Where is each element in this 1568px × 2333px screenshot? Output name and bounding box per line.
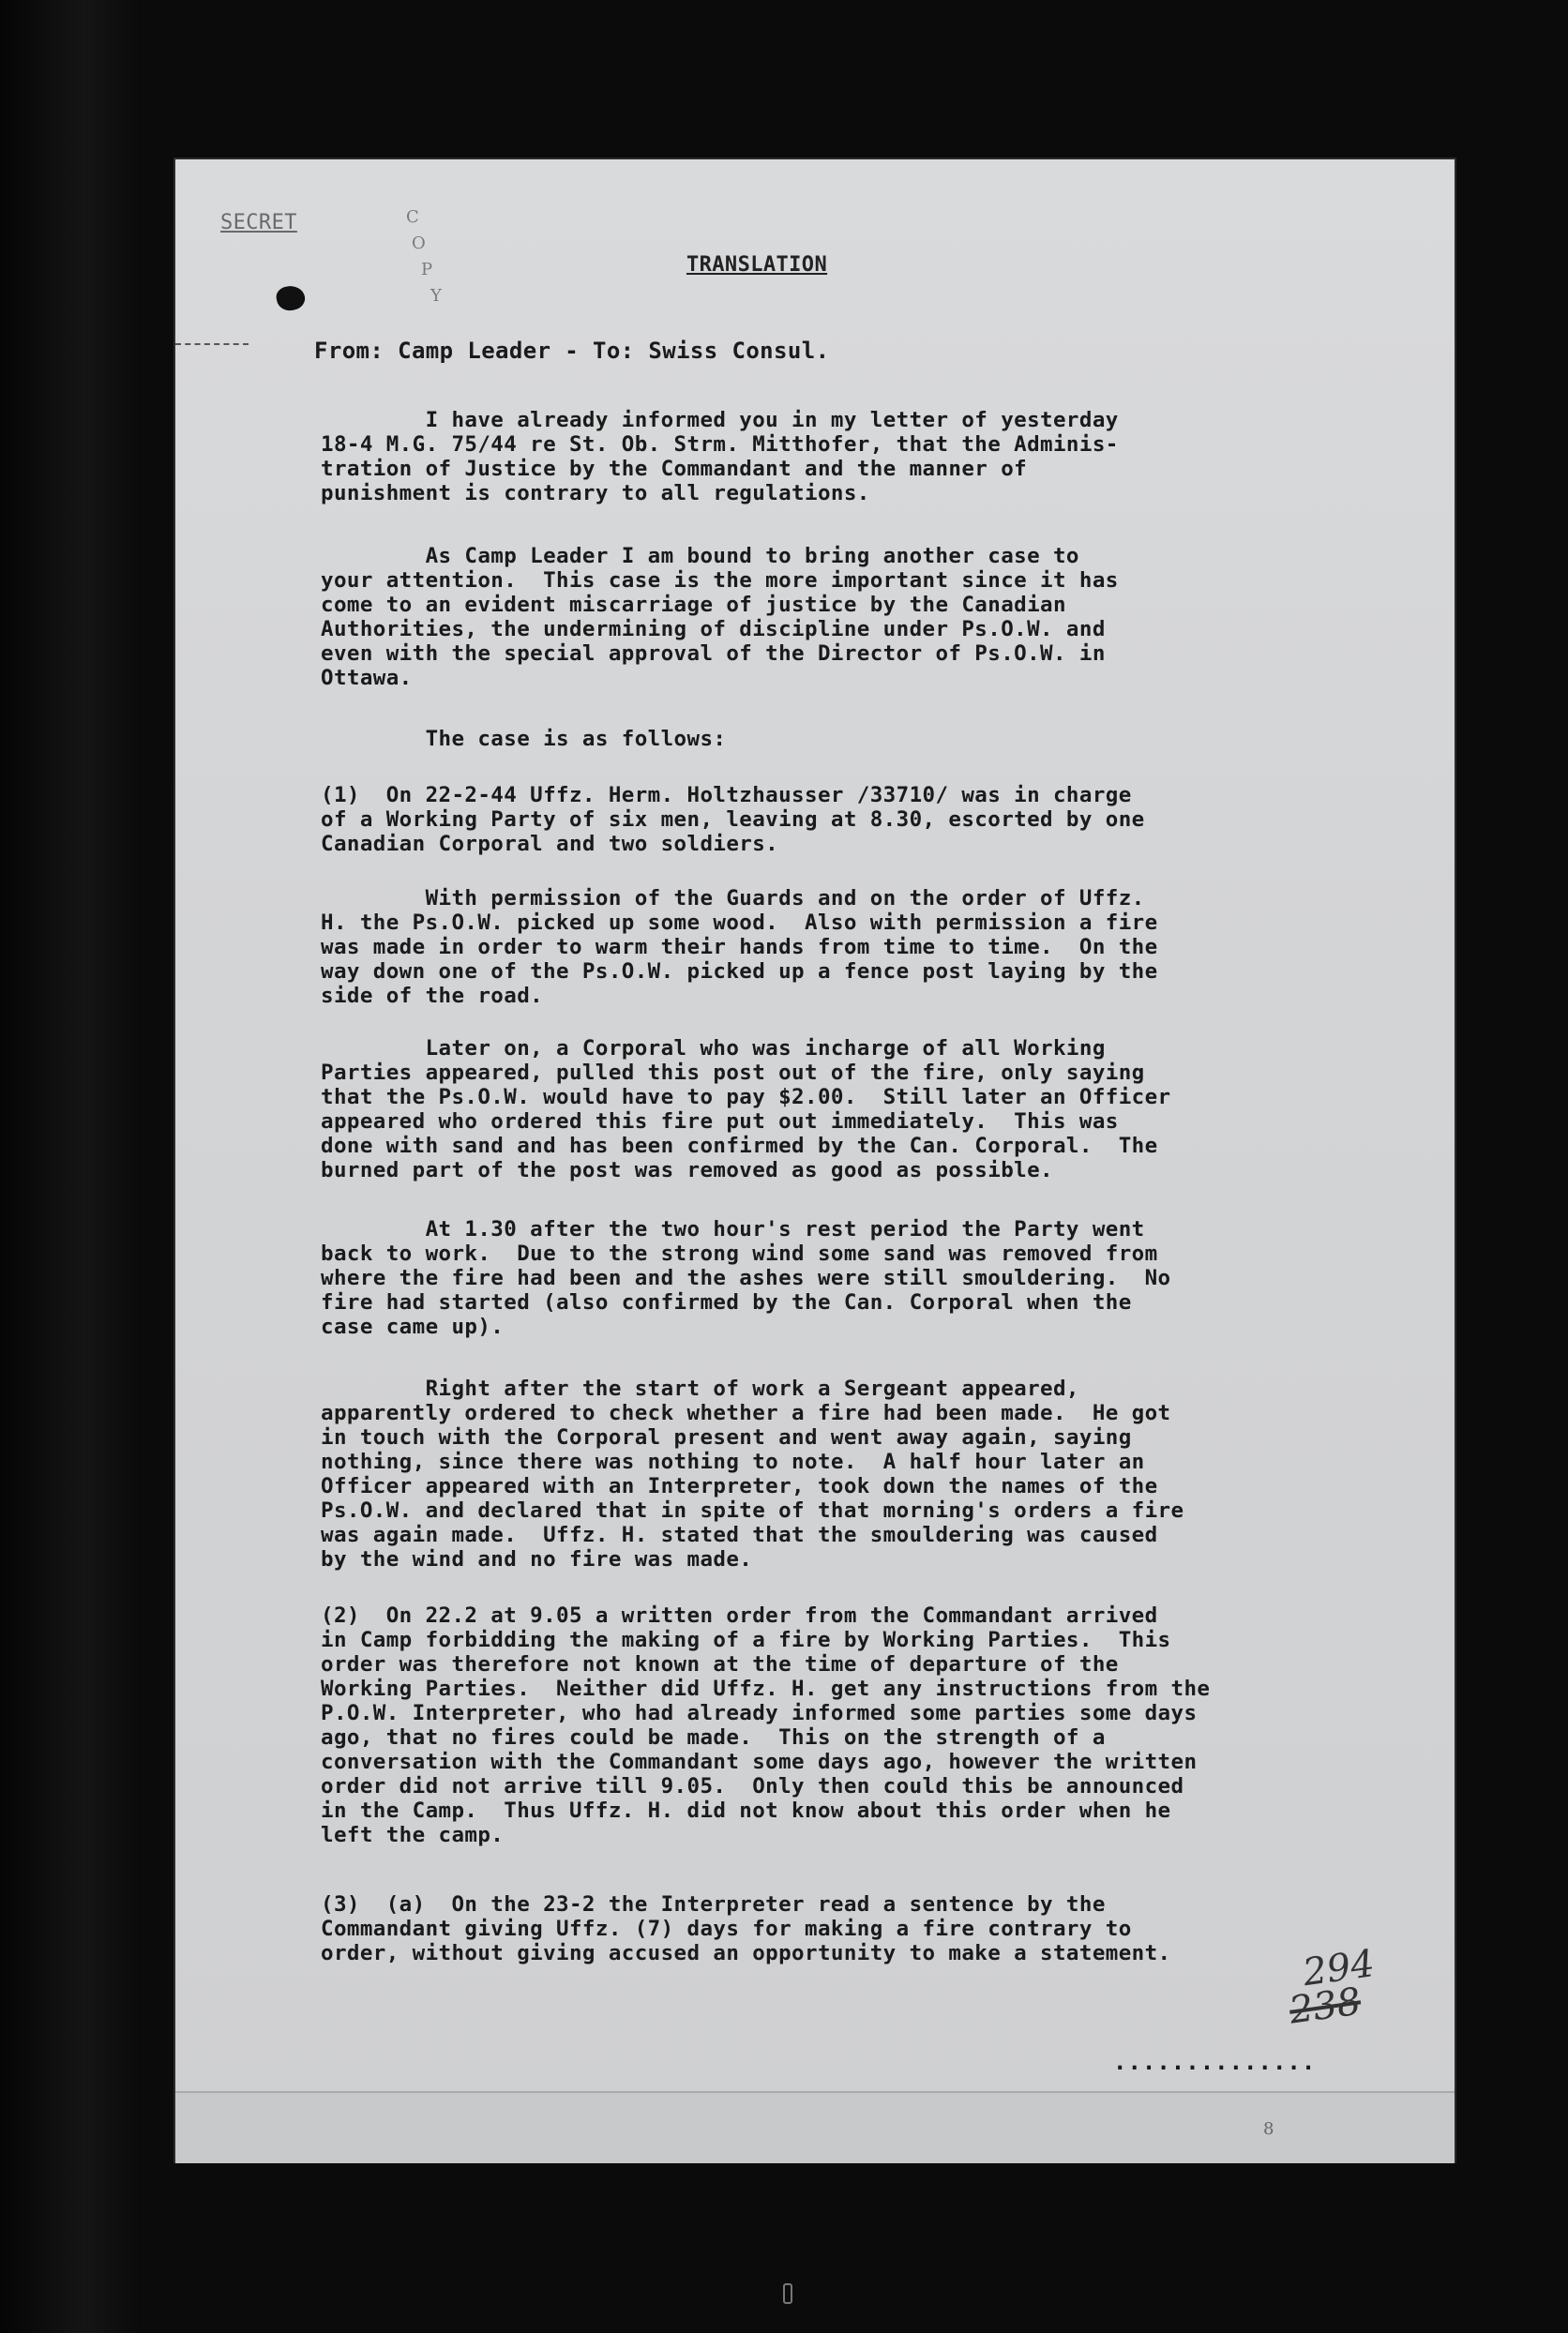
document-title: TRANSLATION — [686, 253, 828, 277]
paragraph: With permission of the Guards and on the order of Uffz. H. the Ps.O.W. picked up some wood. Also with permission a fire was made in order to warm their hands from time to time. On the way down one of the Ps.O.W. picked up a fence post laying by the side of the road. — [321, 886, 1158, 1008]
document-page — [175, 159, 1455, 2161]
copy-stamp-letter: Y — [430, 286, 442, 306]
from-line: From: Camp Leader - To: Swiss Consul. — [314, 338, 830, 364]
paragraph: (2) On 22.2 at 9.05 a written order from the Commandant arrived in Camp forbidding the making of a fire by Working Parties. This order was therefore not known at the time of departure of the Working Parties. Neither did Uffz. H. get any instructions from the P.O.W. Interpreter, who had already informed some parties some days ago, that no fires could be made. This on the strength of a conversation with the Commandant some days ago, however the written order did not arrive till 9.05. Only then could this be announced in the Camp. Thus Uffz. H. did not know about this order when he left the camp. — [321, 1603, 1211, 1847]
page-number-struck: 238 — [1287, 1979, 1364, 2033]
handwritten-page-number — [1287, 1942, 1381, 2033]
copy-stamp-letter: C — [406, 207, 419, 227]
continuation-dots: .............. — [1113, 2049, 1317, 2075]
film-border — [0, 0, 141, 2333]
classification-label: SECRET — [220, 211, 297, 234]
copy-stamp-letter: O — [412, 233, 426, 253]
paragraph: The case is as follows: — [321, 727, 727, 751]
copy-stamp-letter: P — [421, 260, 433, 279]
paragraph: Later on, a Corporal who was incharge of all Working Parties appeared, pulled this post out of the fire, only saying that the Ps.O.W. would have to pay $2.00. Still later an Officer appeared who ordered this fire put out immediately. This was done with sand and has been confirmed by the Can. Corporal. The burned part of the post was removed as good as possible. — [321, 1036, 1171, 1182]
paragraph: As Camp Leader I am bound to bring another case to your attention. This case is the more important since it has come to an evident miscarriage of justice by the Canadian Authorities, the undermining of discipline under Ps.O.W. and even with the special approval of the Director of Ps.O.W. in Ottawa. — [321, 544, 1119, 690]
film-mark-icon — [783, 2283, 792, 2304]
edge-mark — [175, 343, 249, 349]
paragraph: At 1.30 after the two hour's rest period the Party went back to work. Due to the strong wind some sand was removed from where the fire had been and the ashes were still smouldering. No fire had started (also confirmed by the Can. Corporal when the case came up). — [321, 1217, 1171, 1339]
ink-blot — [275, 283, 308, 313]
paragraph: Right after the start of work a Sergeant appeared, apparently ordered to check whether a fire had been made. He got in touch with the Corporal present and went away again, saying nothing, since there was nothing to note. A half hour later an Officer appeared with an Interpreter, took down the names of the Ps.O.W. and declared that in spite of that morning's orders a fire was again made. Uffz. H. stated that the smouldering was caused by the wind and no fire was made. — [321, 1377, 1184, 1572]
paragraph: I have already informed you in my letter of yesterday 18-4 M.G. 75/44 re St. Ob. Strm. Mitthofer, that the Adminis- tration of Justice by the Commandant and the manner of punishment is contrary to all regulations. — [321, 408, 1119, 505]
paragraph: (1) On 22-2-44 Uffz. Herm. Holtzhausser /33710/ was in charge of a Working Party of six men, leaving at 8.30, escorted by one Canadian Corporal and two soldiers. — [321, 783, 1145, 856]
stray-mark: 8 — [1263, 2119, 1274, 2139]
paragraph: (3) (a) On the 23-2 the Interpreter read a sentence by the Commandant giving Uffz. (7) days for making a fire contrary to order, without giving accused an opportunity to make a statement. — [321, 1892, 1171, 1965]
copy-stamp — [406, 204, 442, 309]
page-number-current: 294 — [1300, 1942, 1378, 1995]
